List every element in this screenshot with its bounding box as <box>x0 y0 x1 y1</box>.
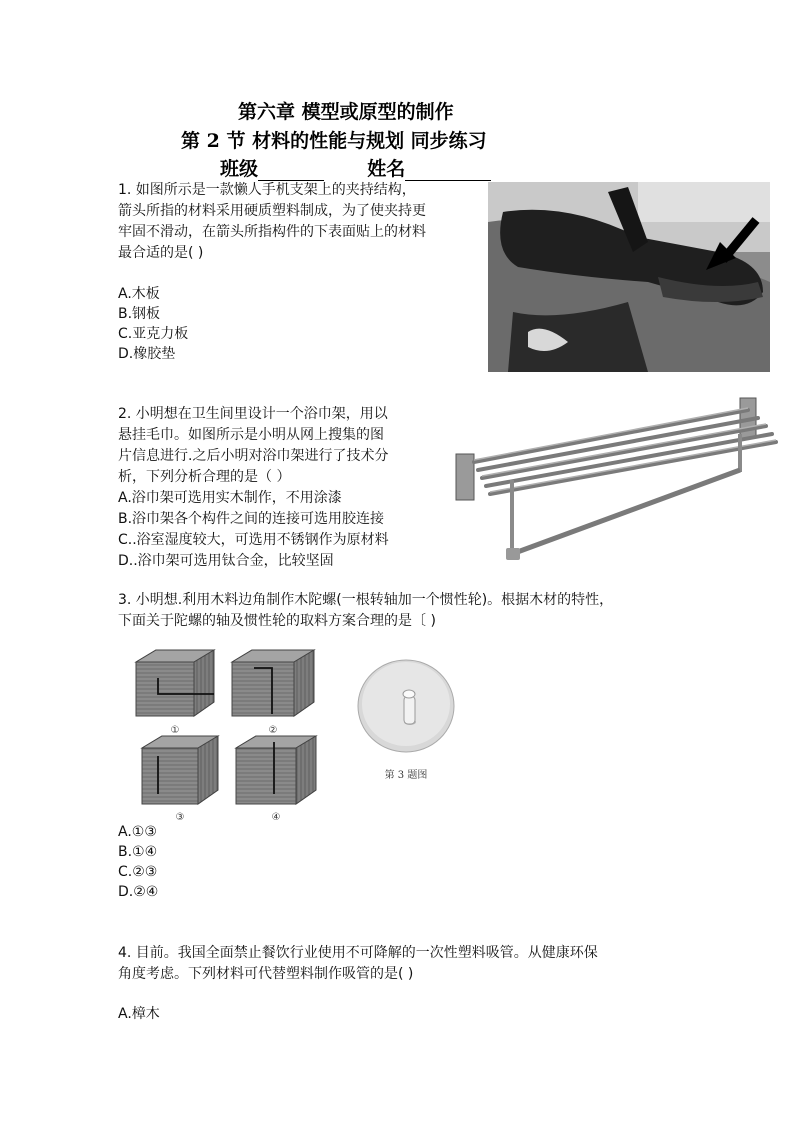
question-1-options <box>118 284 188 364</box>
wood-block-1 <box>136 650 214 716</box>
q1-option-a[interactable]: A.木板 <box>118 286 160 302</box>
chapter-title: 第六章 模型或原型的制作 <box>238 101 454 123</box>
q3-option-d[interactable]: D.②④ <box>118 884 159 900</box>
question-3-text: 3. 小明想.利用木料边角制作木陀螺(一根转轴加一个惯性轮)。根据木材的特性， 下面关于陀螺的轴及惯性轮的取料方案合理的是〔 ) <box>118 592 614 629</box>
question-2-text: 2. 小明想在卫生间里设计一个浴巾架，用以 悬挂毛巾。如图所示是小明从网上搜集的图 片信息进行.之后小明对浴巾架进行了技术分 析，下列分析合理的是（ ） <box>118 406 389 485</box>
section-title: 第 2 节 材料的性能与规划 同步练习 <box>181 130 487 152</box>
wood-block-2 <box>232 650 314 716</box>
q1-option-c[interactable]: C.亚克力板 <box>118 326 189 342</box>
q2-option-c[interactable]: C..浴室湿度较大，可选用不锈钢作为原材料 <box>118 532 389 548</box>
phone-holder-clip-photo <box>488 182 770 372</box>
question-4-options <box>118 1004 160 1024</box>
q3-option-b[interactable]: B.①④ <box>118 844 158 860</box>
towel-rack-photo <box>448 392 782 578</box>
block-label-4: ④ <box>271 812 281 823</box>
q2-option-a[interactable]: A.浴巾架可选用实木制作，不用涂漆 <box>118 490 342 506</box>
wooden-top-photo <box>354 654 458 784</box>
q4-option-a[interactable]: A.樟木 <box>118 1006 160 1022</box>
wood-block-options-figure <box>128 644 322 824</box>
q3-option-a[interactable]: A.①③ <box>118 824 157 840</box>
question-3-options <box>118 822 158 902</box>
q2-option-b[interactable]: B.浴巾架各个构件之间的连接可选用胶连接 <box>118 511 385 527</box>
class-label: 班级 <box>220 158 259 180</box>
q1-option-b[interactable]: B.钢板 <box>118 306 161 322</box>
question-1-text: 1. 如图所示是一款懒人手机支架上的夹持结构， 箭头所指的材料采用硬质塑料制成，为了使夹持更 牢固不滑动，在箭头所指构件的下表面贴上的材料 最合适的是( ) <box>118 182 426 261</box>
block-label-2: ② <box>268 725 278 736</box>
class-blank[interactable] <box>258 162 324 181</box>
name-label: 姓名 <box>367 158 406 180</box>
q3-option-c[interactable]: C.②③ <box>118 864 158 880</box>
question-4-text: 4. 目前。我国全面禁止餐饮行业使用不可降解的一次性塑料吸管。从健康环保 角度考虑。下列材料可代替塑料制作吸管的是( ) <box>118 945 598 982</box>
block-label-3: ③ <box>175 812 185 823</box>
name-blank[interactable] <box>405 162 491 181</box>
q2-option-d[interactable]: D..浴巾架可选用钛合金，比较坚固 <box>118 553 334 569</box>
figure-3-caption: 第 3 题图 <box>384 770 428 781</box>
wood-block-4 <box>236 736 316 804</box>
class-name-line <box>220 154 491 181</box>
question-2-options <box>118 488 389 572</box>
q1-option-d[interactable]: D.橡胶垫 <box>118 346 176 362</box>
block-label-1: ① <box>170 725 180 736</box>
wood-block-3 <box>142 736 218 804</box>
